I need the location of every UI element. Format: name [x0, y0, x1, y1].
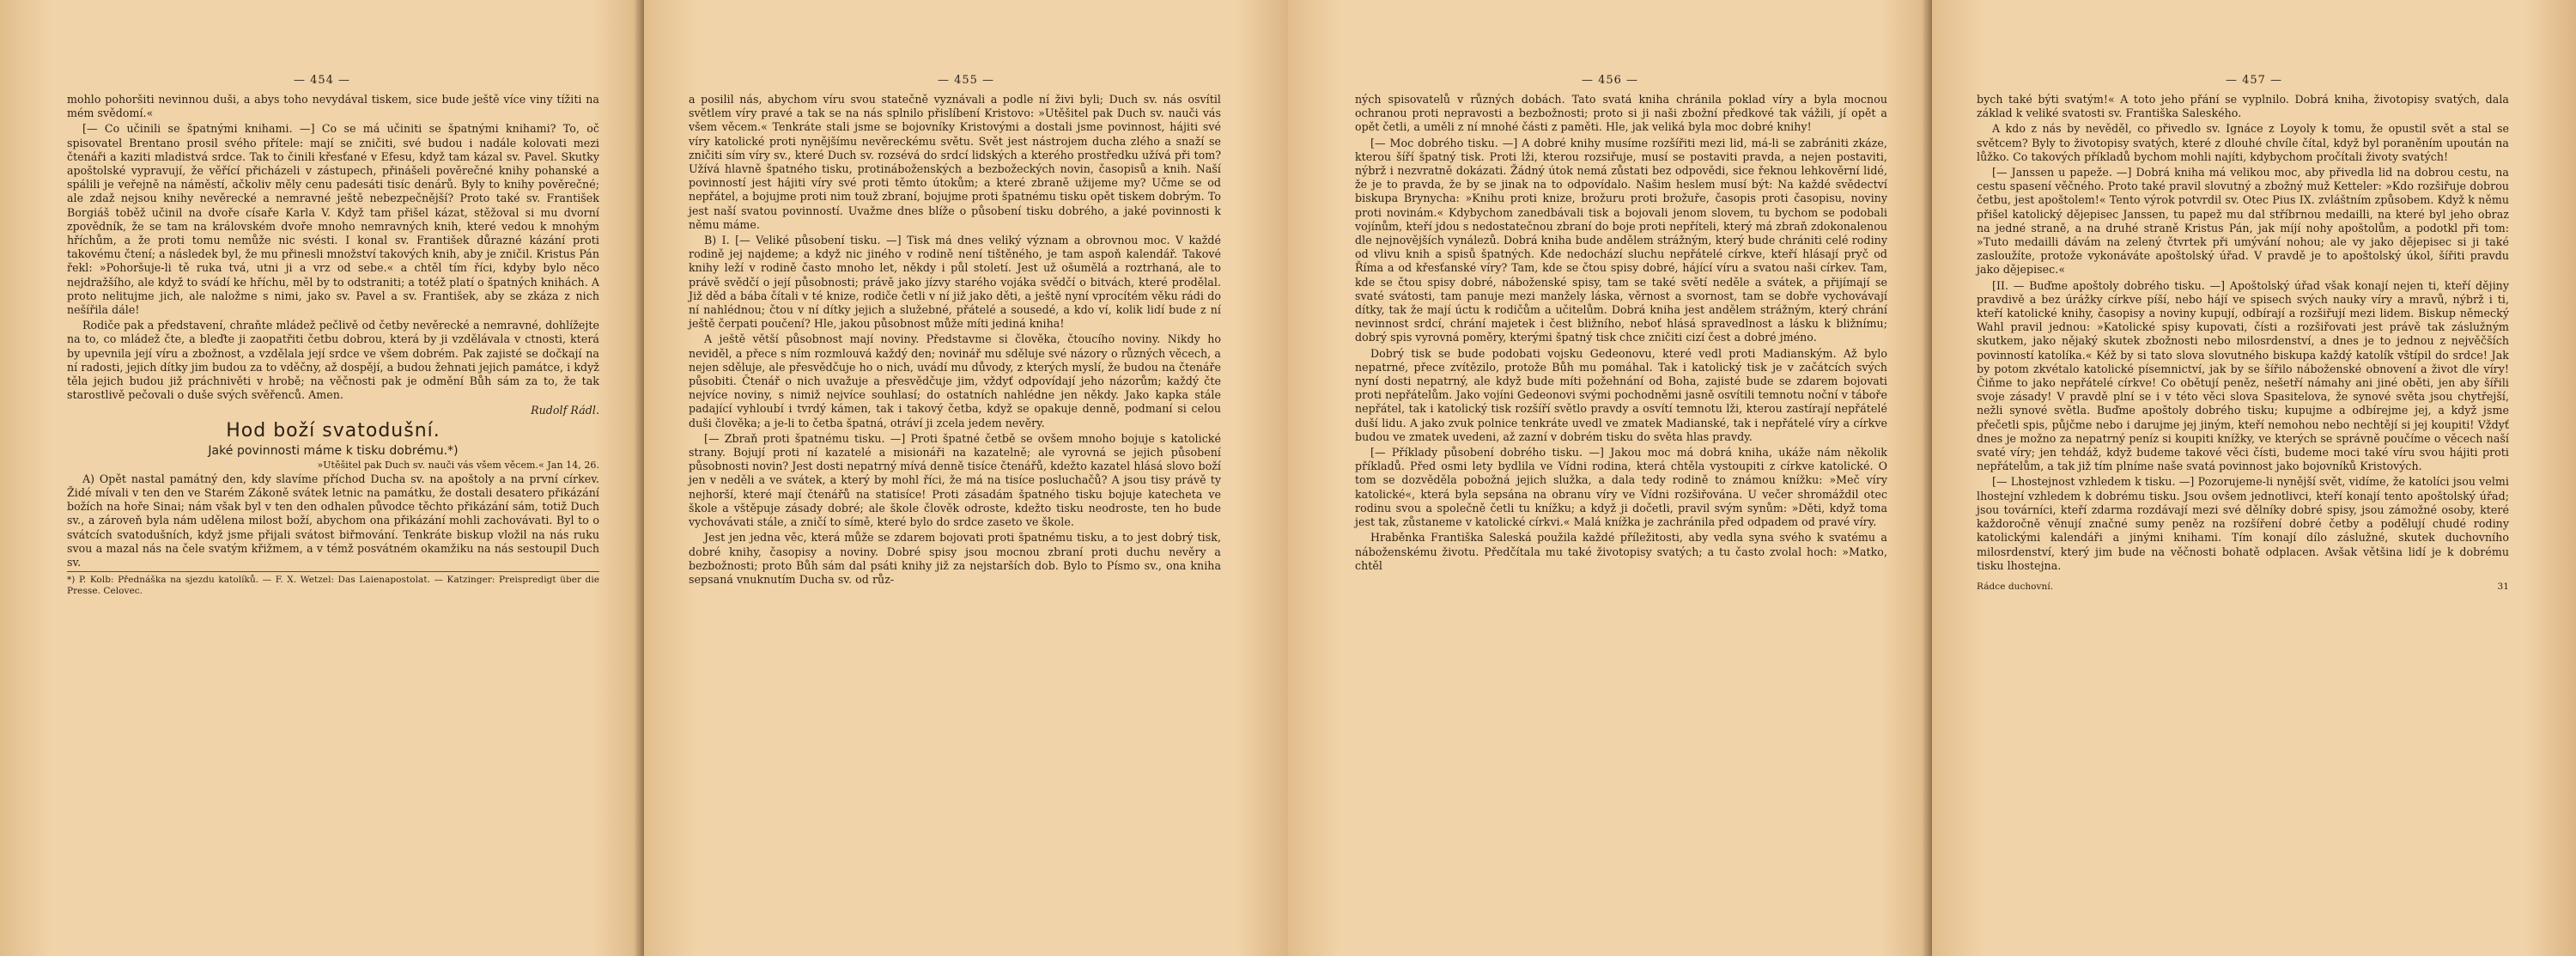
- paragraph: A kdo z nás by nevěděl, co přivedlo sv. Ignáce z Loyoly k tomu, že opustil svět a stal se světcem? Byly to životopisy svatých, které z dlouhé chvíle čítal, když byl poraněním upoután na lůžko. Co takových příkladů bychom mohli najíti, kdybychom pročítali životy svatých!: [1977, 122, 2509, 163]
- chapter-subtitle: Jaké povinnosti máme k tisku dobrému.*): [208, 443, 459, 458]
- paragraph: [— Zbraň proti špatnému tisku. —] Proti špatné četbě se ovšem mnoho bojuje s katolické strany. Bojují proti ní kazatelé a misionáři na kazatelně; ale vyrovná se jejich působení působnosti novin? Jest dosti nepatrný mívá denně tisíce čtenářů, kdežto kazatel hlásá slovo boží jen v neděli a ve svátek, a který by mohl říci, že má na tisíce posluchačů? A jsou tisy právě ty nejhorší, které mají čtenářů na statisíce! Proti zásadám špatného tisku bojuje katecheta ve škole a vštěpuje zásady dobré; ale škole člověk odroste, kdežto tisku neodroste, ten ho bude vychovávati stále, a zničí to símě, které bylo do srdce zaseto ve škole.: [689, 431, 1221, 529]
- page-footer: [1977, 580, 2509, 594]
- page-number: — 454 —: [293, 74, 351, 87]
- footer-signature: Rádce duchovní.: [1977, 581, 2054, 592]
- page-body: [689, 93, 1221, 588]
- page-454: [0, 0, 644, 956]
- page-455: [644, 0, 1288, 956]
- paragraph: [— Příklady působení dobrého tisku. —] Jakou moc má dobrá kniha, ukáže nám několik příkladů. Před osmi lety bydlila ve Vídni rodina, která chtěla vystoupiti z církve katolické. O tom se dozvěděla pobožná jejich služka, a dala tedy rodině to známou knížku: »Meč víry katolické«, která byla sepsána na obranu víry ve Vídni rozšiřována. U večer shromáždil otec rodinu svou a společně četli tu knížku; a když ji dočetli, pravil svým synům: »Děti, když toma jest tak, zůstaneme v katolické církvi.« Malá knížka je zachránila před odpadem od pravé víry.: [1355, 446, 1887, 529]
- paragraph: A) Opět nastal památný den, kdy slavíme příchod Ducha sv. na apoštoly a na první církev. Židé mívali v ten den ve Starém Zákoně svátek letnic na památku, že dostali desatero přikázání božích na hoře Sinai; nám však byl v ten den odhalen původce těchto přikázání sám, totiž Duch sv., a zároveň byla nám udělena milost boží, abychom ona přikázání mohli zachovávati. Byl to o svátcích svatodušních, když jsme přijali svátost biřmování. Tenkráte biskup vložil na nás ruku svou a mazal nás na čele svatým křižmem, a v témž posvátném okamžiku na nás sestoupil Duch sv.: [67, 472, 599, 569]
- author-signature: Rudolf Rádl.: [531, 404, 599, 417]
- paragraph: Rodiče pak a představení, chraňte mládež pečlivě od četby nevěrecké a nemravné, dohlížejte na to, co mládež čte, a bleďte ji zaopatřiti četbu dobrou, která by ji vzdělávala v ctnosti, která by upevnila její víru a zbožnost, a vzdělala její srdce ve všem dobrém. Pak zajisté se dočkají na ní radosti, jejich dítky jim budou za to vděčny, až dospějí, a budou žehnati jejich památce, i když těla jejich budou již práchnivěti v hrobě; na věčnosti pak je odmění Bůh sám za to, že tak starostlivě pečovali o duše svých svěřenců. Amen.: [67, 319, 599, 402]
- chapter-motto: »Utěšitel pak Duch sv. nauči vás všem věcem.« Jan 14, 26.: [317, 459, 599, 471]
- paragraph: Dobrý tisk se bude podobati vojsku Gedeonovu, které vedl proti Madianským. Až bylo nepatrné, přece zvítězilo, protože Bůh mu pomáhal. Tak i katolický tisk je v začátcích svých nyní dosti nepatrný, ale když bude míti požehnání od Boha, zajisté bude se zdarem bojovati proti nepřátelům. Jako vojíni Gedeonovi svými pochodněmi jasně osvítili temnotu noční v táboře nepřátel, tak i katolický tisk rozšíří světlo pravdy a osvítí temnotu lži, kterou zastírají nepřátelé duší lidu. A jako zvuk polnice tenkráte uvedl ve zmatek Madianské, tak i nepřátelé víry a církve budou ve zmatek uvedeni, až zazní v dobrém tisku do světa hlas pravdy.: [1355, 346, 1887, 443]
- page-number: — 456 —: [1581, 74, 1639, 87]
- paragraph: Hraběnka Františka Saleská použila každé příležitosti, aby vedla syna svého k svatému a náboženskému životu. Předčítala mu také životopisy svatých; a tu často zvolal hoch: »Matko, chtěl: [1355, 531, 1887, 572]
- paragraph: bych také býti svatým!« A toto jeho přání se vyplnilo. Dobrá kniha, životopisy svatých, dala základ k veliké svatosti sv. Františka Saleského.: [1977, 93, 2509, 120]
- footnote: *) P. Kolb: Přednáška na sjezdu katolíků. — F. X. Wetzel: Das Laienapostolat. — Katzinger: Preispredigt über die Presse. Celovec.: [67, 571, 599, 597]
- paragraph: [— Lhostejnost vzhledem k tisku. —] Pozorujeme-li nynější svět, vidíme, že katolíci jsou velmi lhostejní vzhledem k dobrému tisku. Jsou ovšem jednotlivci, kteří konají tento apoštolský úřad; jsou továrníci, kteří zdarma rozdávají mezi své dělníky dobré spisy, jsou zámožné osoby, které každoročně věnují značné sumy peněz na rozšíření dobré četby a podělují chudé rodiny katolickými kalendáři a jinými knihami. Tím konají dílo záslužné, skutek duchovního milosrdenství, který jim bude na věčnosti bohatě odplacen. Avšak většina lidí je k dobrému tisku lhostejna.: [1977, 475, 2509, 572]
- page-457: [1932, 0, 2576, 956]
- paragraph: [— Moc dobrého tisku. —] A dobré knihy musíme rozšířiti mezi lid, má-li se zabrániti zkáze, kterou šíří špatný tisk. Proti lži, kterou rozsiřuje, musí se postaviti pravda, a nejen postaviti, nýbrž i nezvratně dokázati. Žádný útok nemá zůstati bez odpovědi, sice řeknou lehkověrní lidé, že je to pravda, že by se jinak na to odpovídalo. Našim heslem musí být: Na každé svědectví biskupa Brynycha: »Knihu proti knize, brožuru proti brožuře, časopis proti časopisu, noviny proti novinám.« Kdybychom zanedbávali tisk a bojovali jenom slovem, tu bychom se podobali vojínům, kteří jdou s nedostatečnou zbraní do boje proti nepříteli, který má zbraň zdokonalenou dle nejnovějších vynálezů. Dobrá kniha bude andělem strážným, který bude chrániti celé rodiny od vlivu knih a spisů špatných. Kde nedochází sluchu nepřátelé církve, kteří hlásají pryč od Říma a od křesťanské víry? Tam, kde se čtou spisy dobré, hájící víru a svatou naši církev. Tam, kde se čtou spisy dobré, náboženské spisy, tam se také světí neděle a svátek, a přijímají se svaté svátosti, tam panuje mezi manžely láska, věrnost a svornost, tam se dobře vychovávají dítky, tak že mají úctu k rodičům a učitelům. Dobrá kniha jest andělem strážným, který chrání nevinnost srdcí, chrání majetek i čest bližního, neboť hlásá spravedlnost a lásku k bližnímu; dobrý spis vyrovná poměry, kterými špatný tisk chce zničiti cizí čest a dobré jméno.: [1355, 136, 1887, 344]
- paragraph: ných spisovatelů v různých dobách. Tato svatá kniha chránila poklad víry a byla mocnou ochranou proti nepravosti a bezbožnosti; proto si ji naši zbožní předkové tak vážili, jí opět a opět četli, a uměli z ní mnohé části z paměti. Hle, jak veliká byla moc dobré knihy!: [1355, 93, 1887, 134]
- paragraph: [— Co učinili se špatnými knihami. —] Co se má učiniti se špatnými knihami? To, oč spisovatel Brentano prosil svého přítele: mají se zničiti, své budou i nadále kolovati mezi čtenáři a kaziti mladistvá srdce. Tak to činili křesťané v Efesu, když tam kázal sv. Pavel. Skutky apoštolské vypravují, že věřící přicházeli v zástupech, přinášeli pověrečné knihy pohanské a spálili je veřejně na náměstí, ačkoliv měly cenu padesáti tisíc denárů. Byly to knihy pověrečné; ale zdaž nejsou knihy nevěrecké a nemravné ještě nebezpečnější? Proto také sv. František Borgiáš toběž učinil na dvoře císaře Karla V. Když tam přišel kázat, stěžoval si mu dvorní zpovědník, že se tam na královském dvoře mnoho nemravných knih, které vedou k mnohým hříchům, a že proti tomu nemůže nic svésti. I konal sv. František důrazné kázání proti takovému čtení; a následek byl, že mu přinesli množství takových knih, aby je zničil. Kristus Pán řekl: »Pohoršuje-li tě ruka tvá, utni ji a vrz od sebe.« a chtěl tím říci, kdyby bylo něco nejdražšího, ale když to svádí ke hříchu, měl by to odstraniti; a totéž platí o špatných knihách. A proto nelitujme jich, ale naložme s nimi, jako sv. Pavel a sv. František, aby se zkáza z nich nešířila dále!: [67, 122, 600, 317]
- page-body: [1977, 93, 2509, 594]
- page-number: — 455 —: [937, 74, 995, 87]
- page-body: [67, 93, 599, 599]
- paragraph: B) I. [— Veliké působení tisku. —] Tisk má dnes veliký význam a obrovnou moc. V každé rodině jej najdeme; a když nic jiného v rodině není tištěného, je tam aspoň kalendář. Takové knihy leží v rodině často mnoho let, někdy i půl století. Jest už ošumělá a roztrhaná, ale to právě svědčí o její působnosti; právě jako jízvy starého vojáka svědčí o bitvách, které prodělal. Již děd a bába čítali v té knize, rodiče četli v ní již jako děti, a ještě nyní vprocítém věku rádi do ní nahlédnou; čtou v ní dítky jejich a služebné, přátelé a sousedé, a kdo ví, kolik lidí bude z ní ještě čerpati poučení? Hle, jakou působnost může míti jediná kniha!: [689, 234, 1221, 331]
- paragraph: mohlo pohoršiti nevinnou duši, a abys toho nevydával tiskem, sice bude ještě více viny tížiti na mém svědomí.«: [67, 93, 599, 120]
- right-book-spread: [1288, 0, 2576, 956]
- paragraph: Jest jen jedna věc, která může se zdarem bojovati proti špatnému tisku, a to jest dobrý tisk, dobré knihy, časopisy a noviny. Dobré spisy jsou mocnou zbraní proti duchu nevěry a bezbožnosti; proto Bůh sám dal psáti knihy již za nejstarších dob. Bylo to Písmo sv., ona kniha sepsaná vnuknutím Ducha sv. od růz-: [689, 531, 1221, 586]
- paragraph: [II. — Buďme apoštoly dobrého tisku. —] Apoštolský úřad však konají nejen ti, kteří dějiny pravdivě a bez úrážky církve píší, nebo hájí ve spisech svých nauky víry a mravů, nýbrž i ti, kteří katolické knihy, časopisy a noviny kupují, odbírají a rozšiřují mezi lidem. Biskup německý Wahl pravil jednou: »Katolické spisy kupovati, čísti a rozšiřovati jest právě tak záslužným skutkem, jako nějaký skutek zbožnosti nebo milosrdenství, a dnes je to jednou z nejvěčších povinností katolíka.« Kéž by si tato slova slovutného biskupa každý katolík vštípil do srdce! Jak by potom zkvétalo katolické písemnictví, jak by se šířilo náboženské obnovení a život dle víry! Čiňme to jako nepřátelé církve! Co obětují peněz, nešetří námahy ani jiné oběti, jen aby šířili svoje zásady! V pravdě plní se i v této věci slova Spasitelova, že synové světa jsou chytřejší, nežli synové světla. Buďme apoštoly dobrého tisku; kupujme a odbírejme jej, a když jsme přečetli spis, půjčme nebo i darujme jej jiným, kteří nemohou nebo nechtějí si jej koupiti! Vždyť dnes je možno za nepatrný peníz si koupiti knížky, ve kterých se správně poučíme o věcech naší svaté víry; jen tehdáž, když budeme takové věci čísti, budeme moci také víru svou hájiti proti nepřátelům, a tak již tím plníme naše svatá povinnost jako bojovníků Kristových.: [1977, 278, 2509, 473]
- signature-mark: 31: [2497, 581, 2509, 592]
- page-body: [1355, 93, 1887, 575]
- paragraph: [— Janssen u papeže. —] Dobrá kniha má velikou moc, aby přivedla lid na dobrou cestu, na cestu spasení věčného. Proto také pravil slovutný a zbožný muž Ketteler: »Kdo rozšiřuje dobrou četbu, jest apoštolem!« Tento výrok potvrdil sv. Otec Pius IX. zvláštním způsobem. Když k němu přišel katolický dějepisec Janssen, tu papež mu dal stříbrnou medailli, na které byl jeho obraz na jedné straně, a na druhé straně Kristus Pán, jak míjí nohy apoštolům, a podotkl při tom: »Tuto medailli dávám na zelený čtvrtek při umývání nohou; ale vy jako dějepisec si ji také zasloužíte, protože vykonáváte apoštolský úřad. V pravdě je to apoštolský úkol, šířiti pravdu jako dějepisec.«: [1977, 166, 2509, 277]
- page-456: [1288, 0, 1932, 956]
- paragraph: A ještě větší působnost mají noviny. Představme si člověka, čtoucího noviny. Nikdy ho neviděl, a přece s ním rozmlouvá každý den; novinář mu sděluje své názory o různých věcech, a nejen sděluje, ale přesvědčuje ho o nich, uvádí mu důvody, z kterých myslí, že budou na čtenáře působiti. Čtenář o nich uvažuje a přesvědčuje jim, vždyť odpovídají jeho názorům; každý čte nejvíce noviny, s nimiž nejvíce souhlasí; do ostatních nahlédne jen někdy. Jako kapka stále padající vyhloubí i tvrdý kámen, tak i takový četba, když se opakuje denně, podmaní si celou duši člověka; a je-li to četba špatná, otráví ji zcela jedem nevěry.: [689, 332, 1221, 429]
- page-number: — 457 —: [2225, 74, 2283, 87]
- chapter-title: Hod boží svatodušní.: [226, 419, 440, 441]
- paragraph: a posilil nás, abychom víru svou statečně vyznávali a podle ní živi byli; Duch sv. nás osvítil světlem víry pravé a tak se na nás splnilo přislíbení Kristovo: »Utěšitel pak Duch sv. nauči vás všem věcem.« Tenkráte stali jsme se bojovníky Kristovými a dostali jsme povinnost, hájiti své víry katolické proti nynějšímu nevěreckému světu. Svět jest nástrojem ducha zlého a snaží se zničiti sím víry sv., které Duch sv. rozsévá do srdcí lidských a kterého prostředku užívá při tom? Užívá hlavně špatného tisku, protináboženských a bezbožeckých novin, časopisů a knih. Naší povinností jest hájiti víry své proti těmto útokům; a které zbraně užijeme my? Učme se od nepřátel, a bojujme proti nim touž zbraní, bojujme proti špatnému tisku opět tiskem dobrým. To jest naší svatou povinností. Uvažme dnes blíže o působení tisku dobrého, a jaké povinnosti k němu máme.: [689, 93, 1221, 231]
